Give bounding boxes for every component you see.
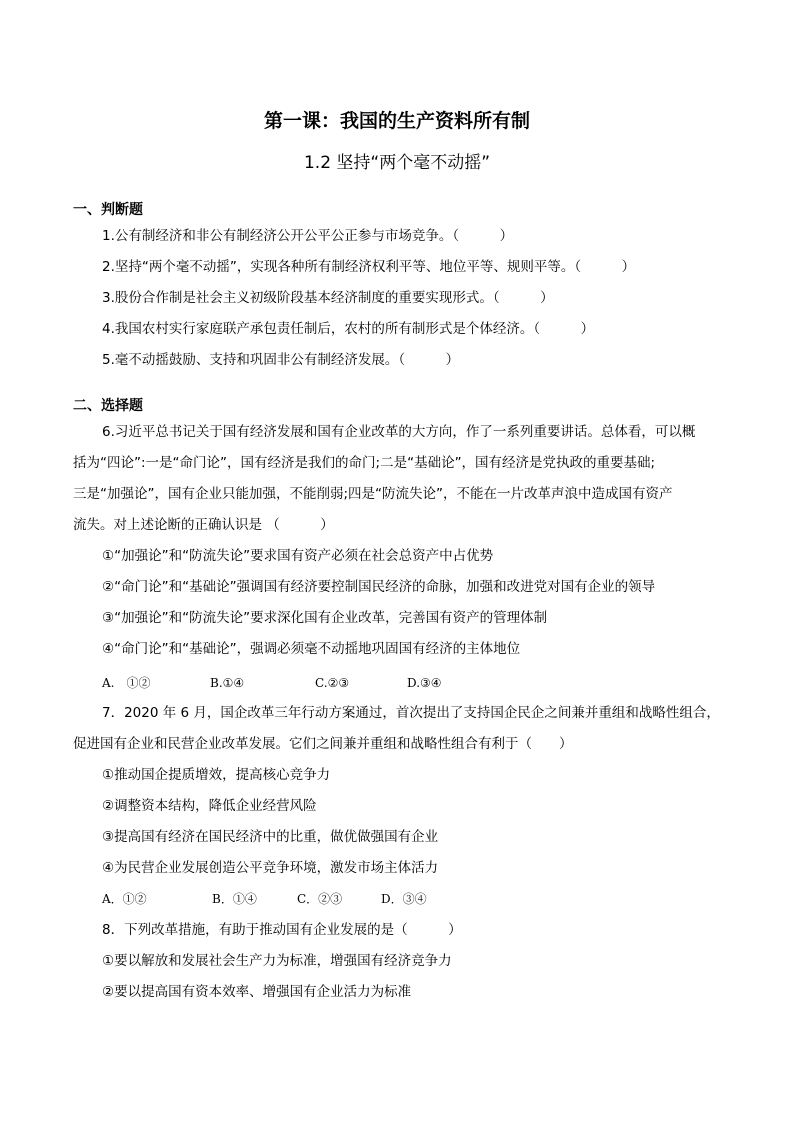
q6-option-d: D.③④: [407, 676, 442, 690]
q6-statement-3: ③“加强论”和“防流失论”要求深化国有企业改革，完善国有资产的管理体制: [102, 610, 548, 626]
q8-statement-1: ①要以解放和发展社会生产力为标准，增强国有经济竞争力: [102, 953, 452, 969]
q6-stem-line-1: 6.习近平总书记关于国有经济发展和国有企业改革的大方向，作了一系列重要讲话。总体看，可以概: [102, 424, 696, 440]
judgment-item-4: 4.我国农村实行家庭联产承包责任制后，农村的所有制形式是个体经济。（ ）: [102, 321, 595, 337]
q7-option-b: B．①④: [212, 892, 257, 906]
q7-statement-1: ①推动国企提质增效，提高核心竞争力: [102, 767, 331, 783]
q7-option-c: C．②③: [297, 892, 343, 906]
q6-stem-line-2: 括为“四论”:一是“命门论”，国有经济是我们的命门;二是“基础论”，国有经济是党执政的重要基础;: [73, 455, 656, 471]
q8-statement-2: ②要以提高国有资本效率、增强国有企业活力为标准: [102, 984, 412, 1000]
judgment-item-5: 5.毫不动摇鼓励、支持和巩固非公有制经济发展。（ ）: [102, 352, 460, 368]
q6-option-c: C.②③: [315, 676, 350, 690]
judgment-item-1: 1.公有制经济和非公有制经济公开公平公正参与市场竞争。（ ）: [102, 228, 514, 244]
q7-statement-4: ④为民营企业发展创造公平竞争环境，激发市场主体活力: [102, 860, 439, 876]
q7-options: [0, 890, 794, 908]
q6-option-b: B.①④: [210, 676, 245, 690]
judgment-item-3: 3.股份合作制是社会主义初级阶段基本经济制度的重要实现形式。（ ）: [102, 290, 554, 306]
q7-statement-3: ③提高国有经济在国民经济中的比重，做优做强国有企业: [102, 829, 439, 845]
q6-stem-line-4: 流失。对上述论断的正确认识是 （ ）: [73, 517, 334, 533]
q7-option-a: A．①②: [102, 892, 147, 906]
q8-stem-line-1: 8．下列改革措施，有助于推动国有企业发展的是（ ）: [102, 922, 462, 938]
q7-statement-2: ②调整资本结构，降低企业经营风险: [102, 798, 317, 814]
page-subtitle: 1.2 坚持“两个毫不动摇”: [303, 153, 491, 173]
q7-stem-line-1: 7．2020 年 6 月，国企改革三年行动方案通过，首次提出了支持国企民企之间兼并重组和战略性组合，: [102, 705, 720, 721]
q7-option-d: D．③④: [381, 892, 427, 906]
section-heading-judgment: 一、判断题: [73, 202, 143, 218]
q6-option-a: A. ①②: [102, 676, 151, 690]
section-heading-choice: 二、选择题: [73, 398, 143, 414]
q6-statement-4: ④“命门论”和“基础论”，强调必须毫不动摇地巩固国有经济的主体地位: [102, 641, 521, 657]
page-title: 第一课：我国的生产资料所有制: [263, 110, 530, 132]
q7-stem-line-2: 促进国有企业和民营企业改革发展。它们之间兼并重组和战略性组合有利于（ ）: [73, 736, 573, 752]
judgment-item-2: 2.坚持“两个毫不动摇”，实现各种所有制经济权利平等、地位平等、规则平等。（ ）: [102, 259, 636, 275]
q6-statement-2: ②“命门论”和“基础论”强调国有经济要控制国民经济的命脉，加强和改进党对国有企业的领导: [102, 579, 656, 595]
q6-stem-line-3: 三是“加强论”，国有企业只能加强，不能削弱;四是“防流失论”，不能在一片改革声浪中造成国有资产: [73, 486, 673, 502]
q6-options: [0, 674, 794, 692]
q6-statement-1: ①“加强论”和“防流失论”要求国有资产必须在社会总资产中占优势: [102, 548, 494, 564]
